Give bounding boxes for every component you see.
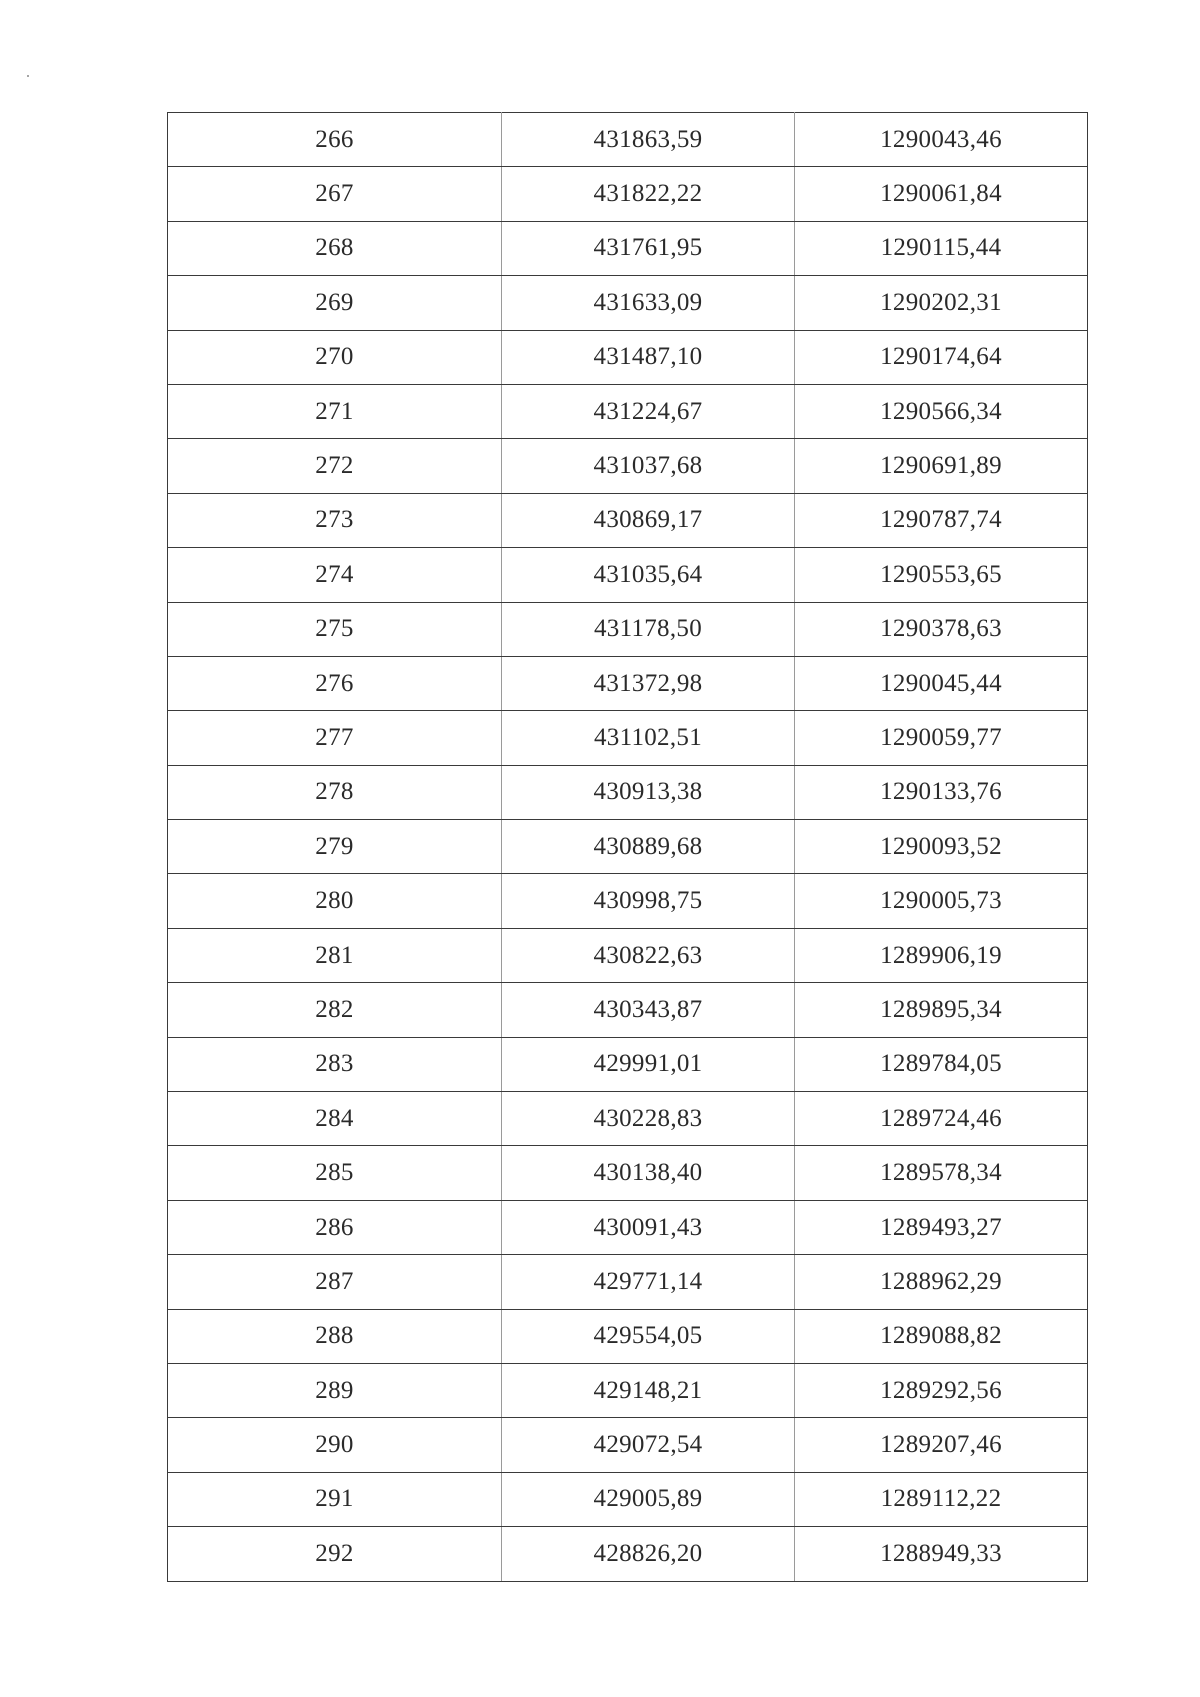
point-number-cell: 271 (168, 384, 502, 438)
y-coordinate-cell: 1289292,56 (795, 1363, 1088, 1417)
x-coordinate-cell: 431863,59 (502, 113, 795, 167)
y-coordinate-cell: 1290059,77 (795, 711, 1088, 765)
y-coordinate-cell: 1289088,82 (795, 1309, 1088, 1363)
y-coordinate-cell: 1290005,73 (795, 874, 1088, 928)
point-number-cell: 273 (168, 493, 502, 547)
table-row (168, 113, 1088, 167)
point-number-cell: 291 (168, 1472, 502, 1526)
point-number-cell: 267 (168, 167, 502, 221)
y-coordinate-cell: 1290043,46 (795, 113, 1088, 167)
x-coordinate-cell: 431761,95 (502, 221, 795, 275)
table-row (168, 820, 1088, 874)
table-row (168, 1146, 1088, 1200)
point-number-cell: 289 (168, 1363, 502, 1417)
point-number-cell: 277 (168, 711, 502, 765)
point-number-cell: 283 (168, 1037, 502, 1091)
table-row (168, 1255, 1088, 1309)
y-coordinate-cell: 1290553,65 (795, 548, 1088, 602)
y-coordinate-cell: 1289578,34 (795, 1146, 1088, 1200)
x-coordinate-cell: 430889,68 (502, 820, 795, 874)
x-coordinate-cell: 431037,68 (502, 439, 795, 493)
table-row (168, 330, 1088, 384)
y-coordinate-cell: 1290093,52 (795, 820, 1088, 874)
x-coordinate-cell: 431178,50 (502, 602, 795, 656)
table-row (168, 276, 1088, 330)
table-row (168, 1363, 1088, 1417)
table-row (168, 1200, 1088, 1254)
table-row (168, 384, 1088, 438)
point-number-cell: 269 (168, 276, 502, 330)
x-coordinate-cell: 430343,87 (502, 983, 795, 1037)
table-row (168, 1309, 1088, 1363)
point-number-cell: 281 (168, 928, 502, 982)
table-row (168, 493, 1088, 547)
y-coordinate-cell: 1289724,46 (795, 1092, 1088, 1146)
point-number-cell: 288 (168, 1309, 502, 1363)
y-coordinate-cell: 1290787,74 (795, 493, 1088, 547)
table-row (168, 1527, 1088, 1581)
y-coordinate-cell: 1288962,29 (795, 1255, 1088, 1309)
coordinate-table-body (168, 113, 1088, 1582)
table-row (168, 765, 1088, 819)
y-coordinate-cell: 1290691,89 (795, 439, 1088, 493)
y-coordinate-cell: 1289895,34 (795, 983, 1088, 1037)
table-row (168, 1418, 1088, 1472)
y-coordinate-cell: 1290174,64 (795, 330, 1088, 384)
x-coordinate-cell: 431372,98 (502, 656, 795, 710)
point-number-cell: 266 (168, 113, 502, 167)
x-coordinate-cell: 428826,20 (502, 1527, 795, 1581)
table-row (168, 602, 1088, 656)
point-number-cell: 276 (168, 656, 502, 710)
y-coordinate-cell: 1289784,05 (795, 1037, 1088, 1091)
x-coordinate-cell: 429771,14 (502, 1255, 795, 1309)
point-number-cell: 286 (168, 1200, 502, 1254)
x-coordinate-cell: 430091,43 (502, 1200, 795, 1254)
point-number-cell: 272 (168, 439, 502, 493)
scan-speck (27, 75, 29, 77)
point-number-cell: 285 (168, 1146, 502, 1200)
x-coordinate-cell: 431035,64 (502, 548, 795, 602)
point-number-cell: 275 (168, 602, 502, 656)
y-coordinate-cell: 1288949,33 (795, 1527, 1088, 1581)
table-row (168, 221, 1088, 275)
point-number-cell: 284 (168, 1092, 502, 1146)
point-number-cell: 292 (168, 1527, 502, 1581)
y-coordinate-cell: 1289207,46 (795, 1418, 1088, 1472)
coordinate-table (167, 112, 1088, 1582)
x-coordinate-cell: 431822,22 (502, 167, 795, 221)
x-coordinate-cell: 430913,38 (502, 765, 795, 819)
x-coordinate-cell: 429991,01 (502, 1037, 795, 1091)
table-row (168, 711, 1088, 765)
x-coordinate-cell: 430822,63 (502, 928, 795, 982)
point-number-cell: 290 (168, 1418, 502, 1472)
table-row (168, 983, 1088, 1037)
point-number-cell: 268 (168, 221, 502, 275)
point-number-cell: 279 (168, 820, 502, 874)
y-coordinate-cell: 1290566,34 (795, 384, 1088, 438)
y-coordinate-cell: 1290133,76 (795, 765, 1088, 819)
y-coordinate-cell: 1290045,44 (795, 656, 1088, 710)
x-coordinate-cell: 431224,67 (502, 384, 795, 438)
x-coordinate-cell: 431487,10 (502, 330, 795, 384)
y-coordinate-cell: 1290115,44 (795, 221, 1088, 275)
table-row (168, 1092, 1088, 1146)
table-row (168, 1472, 1088, 1526)
point-number-cell: 287 (168, 1255, 502, 1309)
x-coordinate-cell: 429072,54 (502, 1418, 795, 1472)
x-coordinate-cell: 429005,89 (502, 1472, 795, 1526)
y-coordinate-cell: 1289112,22 (795, 1472, 1088, 1526)
point-number-cell: 280 (168, 874, 502, 928)
y-coordinate-cell: 1289906,19 (795, 928, 1088, 982)
y-coordinate-cell: 1290061,84 (795, 167, 1088, 221)
table-row (168, 1037, 1088, 1091)
table-row (168, 439, 1088, 493)
x-coordinate-cell: 431102,51 (502, 711, 795, 765)
table-row (168, 167, 1088, 221)
x-coordinate-cell: 429148,21 (502, 1363, 795, 1417)
x-coordinate-cell: 430869,17 (502, 493, 795, 547)
point-number-cell: 282 (168, 983, 502, 1037)
table-row (168, 548, 1088, 602)
y-coordinate-cell: 1290202,31 (795, 276, 1088, 330)
table-row (168, 656, 1088, 710)
table-row (168, 874, 1088, 928)
table-row (168, 928, 1088, 982)
x-coordinate-cell: 429554,05 (502, 1309, 795, 1363)
x-coordinate-cell: 431633,09 (502, 276, 795, 330)
x-coordinate-cell: 430138,40 (502, 1146, 795, 1200)
point-number-cell: 274 (168, 548, 502, 602)
x-coordinate-cell: 430998,75 (502, 874, 795, 928)
y-coordinate-cell: 1290378,63 (795, 602, 1088, 656)
point-number-cell: 278 (168, 765, 502, 819)
x-coordinate-cell: 430228,83 (502, 1092, 795, 1146)
y-coordinate-cell: 1289493,27 (795, 1200, 1088, 1254)
point-number-cell: 270 (168, 330, 502, 384)
